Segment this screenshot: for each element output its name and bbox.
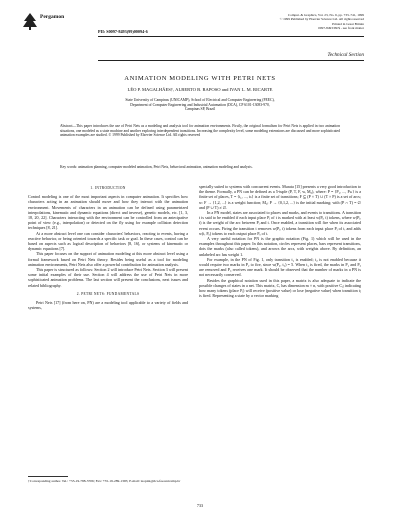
- front-matter-line: 0097-8493/99/$ - see front matter: [318, 25, 364, 30]
- journal-citation: Comput. & Graphics, Vol. 23, No. 6, pp. 733–741, 1999: [287, 13, 364, 17]
- publisher-logo-icon: [22, 12, 38, 30]
- paragraph: specially suited to systems with concurrent events. Murata [15] presents a very good introduction to the theme. Formally, a PN can be defined as a 5-tuple (P, T, F, w, M₀), where: P = {P₁, ..., Pₘ} is a finite set of places, T = {t₁, ..., tₙ} is a finite set of transitions; F ⊆ (P × T) ∪ (T × P) is a set of arcs; w: F → {1,2, ...} is a weight function; M₀: P → {0,1,2, ...} is the initial marking; with (P ∩ T) = ∅ and (P ∪ T) ≠ ∅.: [199, 184, 361, 210]
- abstract: Abstract—This paper introduces the use of Petri Nets as a modeling and analysis tool for animation environments. Firstly, the original formalism for Petri Nets is applied in two animation situations, one modeled as a state machine and another exploring interdependent transitions. Increasing the complexity level, some modeling extensions are discussed and more sophisticated animation examples are studied. © 1999 Published by Elsevier Science Ltd. All rights reserved: [60, 124, 340, 137]
- header-rule-bottom: [98, 60, 364, 61]
- left-column: [28, 185, 188, 310]
- paragraph: This paper focuses on the support of animation modeling at this more abstract level using a formal framework based on Petri Nets theory. Besides being useful as a tool for modeling animation environments, Petri Nets also offer a powerful contribution for animation analysis.: [28, 251, 188, 267]
- journal-info: [184, 13, 364, 30]
- section-label: Technical Section: [327, 52, 364, 58]
- paragraph: Besides the graphical notation used in this paper, a matrix is also adequate to indicate the possible changes of states in a net. This matrix, C, has dimension m × n, with positive Cᵢⱼ indicating how many tokens (place Pᵢ) will receive (positive value) or lose (negative value) when transition tⱼ is fired. Representing a state by a vector marking: [199, 277, 361, 299]
- section-heading-fundamentals: 2. PETRI NETS: FUNDAMENTALS: [76, 291, 140, 296]
- right-column: [199, 184, 361, 298]
- printed-line: Printed in Great Britain: [332, 21, 364, 26]
- paragraph: This paper is structured as follows: Section 2 will introduce Petri Nets. Section 3 will present some initial examples of their use. Section 4 will address the use of Petri Nets in more sophisticated animation problems. The last section will present the conclusions, next issues and related bibliography.: [28, 267, 188, 288]
- affiliation-line: State University of Campinas (UNICAMP), School of Electrical and Computer Engineering (FEEC),: [125, 98, 275, 102]
- paragraph: In a PN model, states are associated to places and marks, and events to transitions. A transition t is said to be enabled if each input place Pᵢ of t is marked with at least w(Pᵢ, t) tokens, where w(Pᵢ, t) is the weight of the arc between Pᵢ and t. Once enabled, a transition will fire when its associated event occurs. Firing the transition t removes w(Pᵢ, t) tokens from each input place Pᵢ of t, and adds w(t, Pₒ) tokens to each output place Pₒ of t.: [199, 210, 361, 236]
- paragraph: Petri Nets [17] (from here on, PN) are a modeling tool applicable to a variety of fields and systems,: [28, 300, 188, 311]
- affiliation-line: Campinas SP, Brazil: [184, 107, 216, 112]
- header-rule-top: [98, 36, 364, 37]
- paper-title: ANIMATION MODELING WITH PETRI NETS: [124, 75, 276, 82]
- author-list: LÉO P. MAGALHÃES†, ALBERTO B. RAPOSO and IVAN L. M. RICARTE: [127, 87, 273, 92]
- pii-code: PII: S0097-8493(99)00094-6: [98, 29, 148, 34]
- publisher-name: Pergamon: [40, 14, 65, 20]
- affiliation-line: Department of Computer Engineering and Industrial Automation (DCA), CP 6101-13083-970,: [130, 102, 270, 107]
- paragraph: Control modeling is one of the most important aspects in computer animation. It specifies how characters acting in an animation should move and how they interact with the animation environment. Movements of characters in an animation can be defined using parametrized interpolations, kinematic and dynamic equations (direct and inverse), genetic models, etc. [1, 3, 18, 20, 22]. Characters interacting with the environment can be controlled from an antecipative point of view (e.g., interpolation) or detected on the fly using for example collision detection techniques [8, 21].: [28, 194, 188, 231]
- affiliation: [0, 98, 400, 112]
- footnote: †Corresponding author. Tel.: +55-19-788-3706; Fax: +55-19-289-1395; E-mail: leopini@dca.fee.unicamp.br: [28, 479, 181, 483]
- paragraph: A very useful notation for PN is the graphic notation (Fig. 1) which will be used in the examples throughout this paper. In this notation, circles represent places, bars represent transitions, dots the marks (also called tokens), and arrows the arcs, with weights above. By definition, an unlabeled arc has weight 1.: [199, 236, 361, 257]
- section-heading-introduction: 1. INTRODUCTION: [90, 186, 126, 190]
- paragraph: For example, in the PN of Fig. 1, only transition t₁ is enabled; t₂ is not enabled because it would require two marks in P₂ to fire, since w(P₂, t₂) = 5. When t₁ is fired, the marks in P₁ and P₂ are removed and P₃ receives one mark. It should be observed that the number of marks in a PN is not necessarily conserved.: [199, 256, 361, 278]
- paragraph: At a more abstract level one can consider characters' behaviors, reacting to events, having a reactive behavior, or being oriented towards a specific task or goal. In these cases, control can be based on aspects such as logical description of behaviors [8, 16], or systems of kinematic or dynamic equations [7].: [28, 230, 188, 252]
- page-number: 733: [196, 503, 204, 508]
- keywords: Key words: animation planning, computer modeled animation, Petri Nets, behavioral animation, animation modeling and analysis.: [60, 165, 253, 169]
- copyright-line: © 1999 Published by Elsevier Science Ltd. All rights reserved: [279, 17, 364, 22]
- footnote-rule: [28, 476, 68, 477]
